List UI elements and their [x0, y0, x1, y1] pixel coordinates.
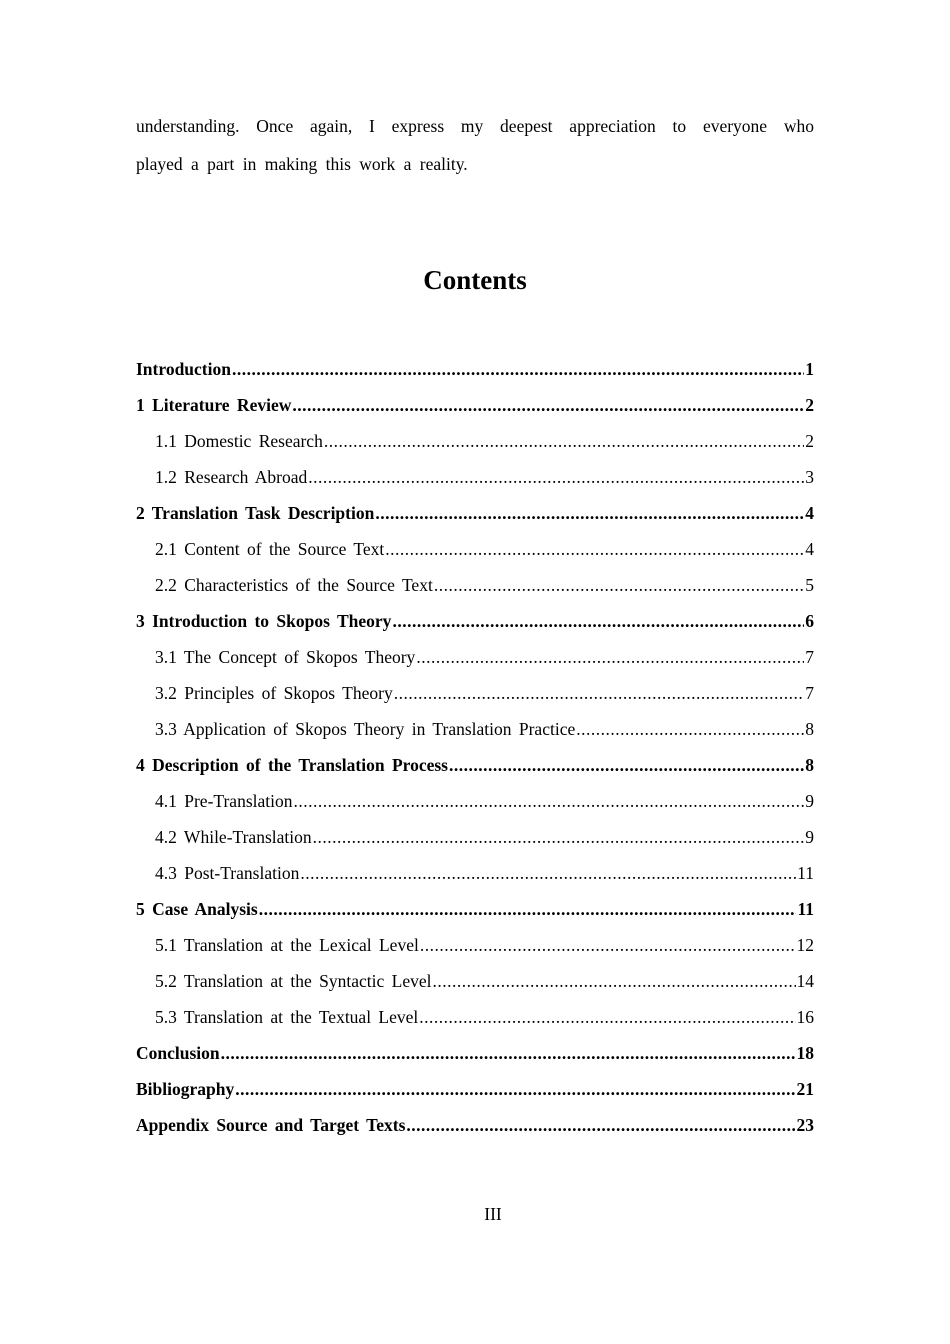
toc-dot-leader [406, 1107, 795, 1143]
contents-heading: Contents [423, 265, 527, 295]
table-of-contents [136, 351, 814, 1143]
toc-entry-title: 4 Description of the Translation Process [136, 755, 448, 775]
toc-entry-title: 5.2 Translation at the Syntactic Level [155, 971, 432, 991]
toc-entry[interactable] [136, 1035, 814, 1071]
toc-entry-page: 11 [797, 863, 814, 883]
toc-subentry[interactable] [136, 639, 814, 675]
toc-dot-leader [221, 1035, 796, 1071]
toc-entry-page: 16 [796, 1007, 814, 1027]
toc-entry-page: 18 [796, 1043, 814, 1063]
toc-subentry[interactable] [136, 531, 814, 567]
toc-entry[interactable] [136, 747, 814, 783]
toc-dot-leader [576, 711, 804, 747]
paragraph-line: understanding. Once again, I express my deepest appreciation to everyone who [136, 116, 814, 136]
toc-entry-title: 2.2 Characteristics of the Source Text [155, 575, 433, 595]
toc-subentry[interactable] [136, 459, 814, 495]
toc-entry[interactable] [136, 351, 814, 387]
toc-entry-title: 5.3 Translation at the Textual Level [155, 1007, 419, 1027]
toc-dot-leader [300, 855, 796, 891]
toc-entry-page: 11 [797, 899, 814, 919]
toc-subentry[interactable] [136, 711, 814, 747]
toc-dot-leader [419, 999, 795, 1035]
toc-entry-title: 3 Introduction to Skopos Theory [136, 611, 392, 631]
toc-dot-leader [432, 963, 795, 999]
toc-entry-page: 23 [796, 1115, 814, 1135]
toc-entry-title: 4.3 Post-Translation [155, 863, 300, 883]
toc-subentry[interactable] [136, 783, 814, 819]
toc-dot-leader [392, 603, 804, 639]
toc-entry-title: 3.3 Application of Skopos Theory in Translation Practice [155, 719, 576, 739]
toc-entry-page: 8 [805, 755, 814, 775]
toc-entry-page: 9 [805, 791, 814, 811]
toc-subentry[interactable] [136, 819, 814, 855]
toc-entry-page: 8 [805, 719, 814, 739]
toc-entry-page: 2 [805, 431, 814, 451]
toc-entry[interactable] [136, 603, 814, 639]
toc-entry-title: 1.1 Domestic Research [155, 431, 323, 451]
toc-subentry[interactable] [136, 963, 814, 999]
toc-entry-page: 21 [796, 1079, 814, 1099]
toc-dot-leader [375, 495, 804, 531]
toc-subentry[interactable] [136, 567, 814, 603]
toc-entry-page: 14 [796, 971, 814, 991]
toc-entry[interactable] [136, 891, 814, 927]
toc-entry-title: Bibliography [136, 1079, 235, 1099]
toc-entry-page: 7 [805, 683, 814, 703]
toc-dot-leader [420, 927, 796, 963]
toc-dot-leader [385, 531, 804, 567]
toc-dot-leader [394, 675, 805, 711]
toc-subentry[interactable] [136, 423, 814, 459]
page-number: III [484, 1204, 502, 1224]
toc-entry-title: 3.1 The Concept of Skopos Theory [155, 647, 416, 667]
toc-subentry[interactable] [136, 999, 814, 1035]
toc-entry[interactable] [136, 495, 814, 531]
toc-dot-leader [416, 639, 804, 675]
toc-entry-page: 12 [796, 935, 814, 955]
toc-dot-leader [308, 459, 804, 495]
toc-dot-leader [294, 783, 805, 819]
toc-entry-title: 4.2 While-Translation [155, 827, 312, 847]
toc-entry-page: 7 [805, 647, 814, 667]
toc-entry-page: 1 [805, 359, 814, 379]
toc-entry-page: 6 [805, 611, 814, 631]
toc-entry-title: 1.2 Research Abroad [155, 467, 308, 487]
toc-entry-page: 9 [805, 827, 814, 847]
toc-entry-page: 3 [805, 467, 814, 487]
toc-entry-page: 4 [805, 539, 814, 559]
toc-entry-title: Appendix Source and Target Texts [136, 1115, 406, 1135]
toc-dot-leader [235, 1071, 795, 1107]
toc-entry-title: Introduction [136, 359, 231, 379]
toc-entry-title: 2.1 Content of the Source Text [155, 539, 385, 559]
toc-entry-page: 5 [805, 575, 814, 595]
toc-subentry[interactable] [136, 927, 814, 963]
toc-dot-leader [324, 423, 804, 459]
toc-entry-page: 4 [805, 503, 814, 523]
toc-entry-title: 5.1 Translation at the Lexical Level [155, 935, 419, 955]
closing-paragraph [136, 107, 814, 183]
toc-subentry[interactable] [136, 855, 814, 891]
toc-entry-title: Conclusion [136, 1043, 220, 1063]
toc-entry-title: 3.2 Principles of Skopos Theory [155, 683, 393, 703]
toc-entry[interactable] [136, 1071, 814, 1107]
toc-dot-leader [259, 891, 797, 927]
toc-dot-leader [313, 819, 805, 855]
toc-entry-title: 1 Literature Review [136, 395, 292, 415]
paragraph-line: played a part in making this work a reality. [136, 154, 468, 174]
toc-dot-leader [292, 387, 804, 423]
toc-dot-leader [449, 747, 804, 783]
toc-subentry[interactable] [136, 675, 814, 711]
toc-entry[interactable] [136, 387, 814, 423]
toc-entry-title: 5 Case Analysis [136, 899, 258, 919]
toc-entry[interactable] [136, 1107, 814, 1143]
toc-entry-page: 2 [805, 395, 814, 415]
toc-entry-title: 2 Translation Task Description [136, 503, 375, 523]
toc-dot-leader [434, 567, 804, 603]
toc-dot-leader [232, 351, 804, 387]
toc-entry-title: 4.1 Pre-Translation [155, 791, 293, 811]
